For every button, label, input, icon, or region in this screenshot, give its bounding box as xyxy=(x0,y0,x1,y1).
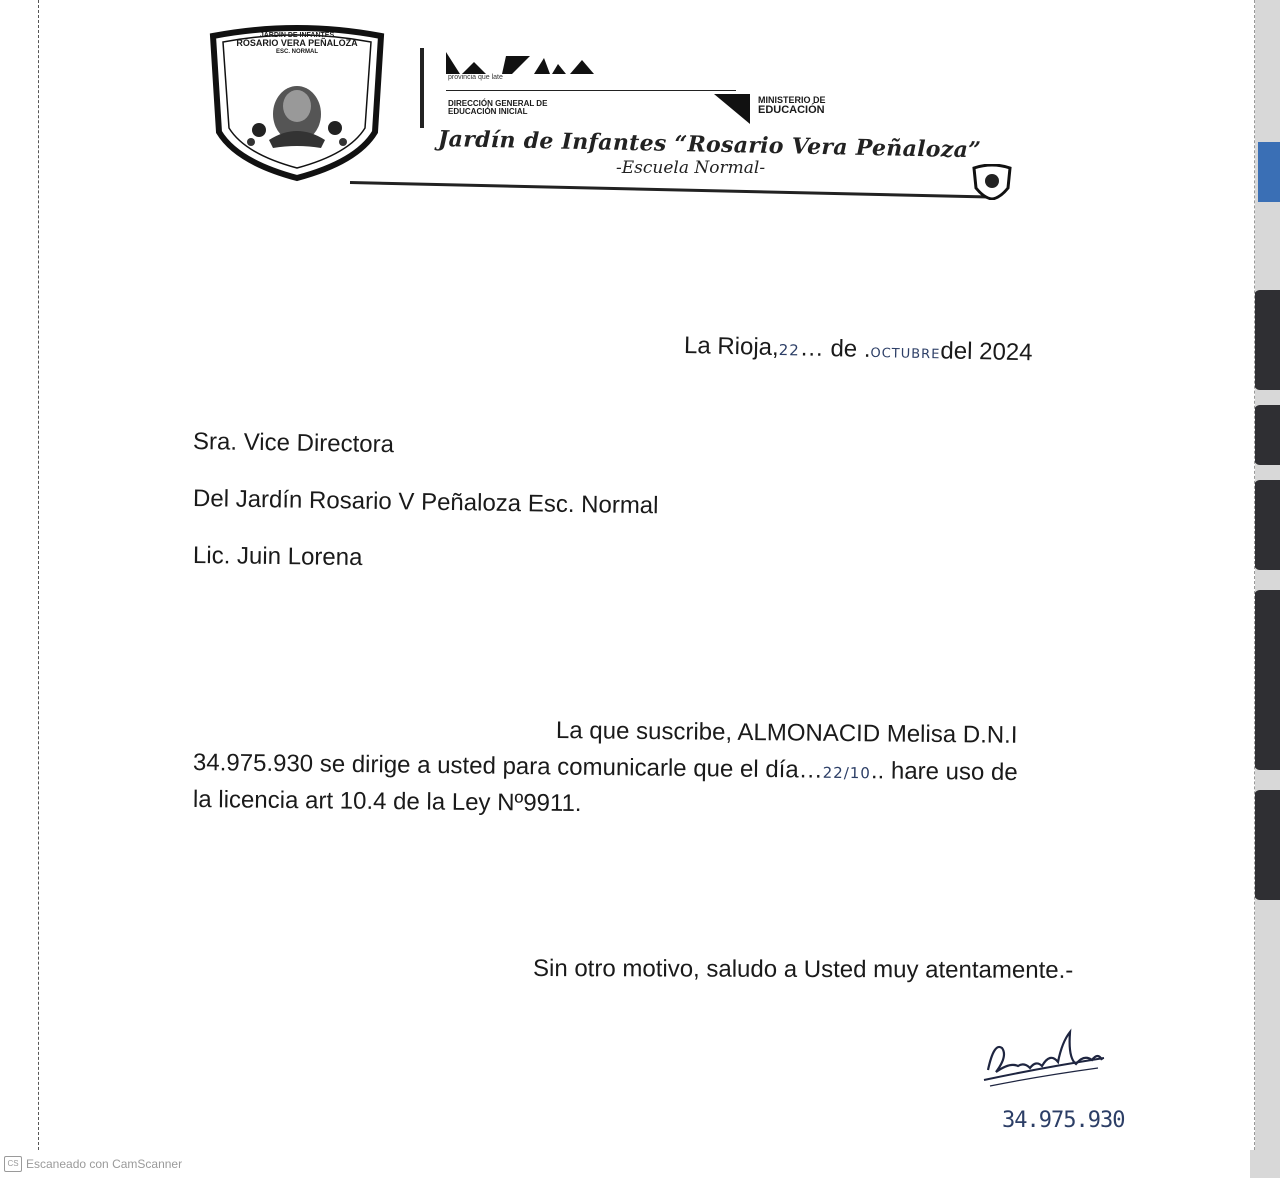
crest-text-line1: JARDÍN DE INFANTES xyxy=(259,32,335,39)
date-de: de xyxy=(830,335,858,363)
ministerio-label xyxy=(758,96,826,117)
camscanner-icon: CS xyxy=(4,1156,22,1172)
signature-dni-handwritten: 34.975.930 xyxy=(1002,1108,1125,1133)
addressee-line2: Del Jardín Rosario V Peñaloza Esc. Normal xyxy=(192,485,659,520)
crest-text-line2: ROSARIO VERA PEÑALOZA xyxy=(236,38,358,49)
ministerio-line1: MINISTERIO DE xyxy=(758,95,826,105)
date-city: La Rioja, xyxy=(683,332,780,361)
ministerio-mark-icon xyxy=(714,94,750,124)
signature-icon xyxy=(980,1022,1110,1092)
addressee-line1: Sra. Vice Directora xyxy=(192,428,395,459)
school-name: Jardín de Infantes “Rosario Vera Peñaloza” xyxy=(437,126,982,164)
watermark-text: Escaneado con CamScanner xyxy=(26,1157,183,1171)
school-badge-icon xyxy=(972,164,1012,200)
logo-tagline: provincia que late xyxy=(448,74,503,81)
background-fragment xyxy=(1254,290,1280,390)
date-year: del 2024 xyxy=(940,337,1033,367)
camscanner-watermark xyxy=(4,1156,182,1172)
date-dots: … xyxy=(799,334,831,363)
school-subtitle: -Escuela Normal- xyxy=(616,158,766,178)
background-fragment xyxy=(1254,480,1280,570)
background-fragment xyxy=(1254,405,1280,465)
closing-line: Sin otro motivo, saludo a Usted muy atentamente.- xyxy=(532,955,1074,984)
direccion-general: DIRECCIÓN GENERAL DE EDUCACIÓN INICIAL xyxy=(448,99,548,117)
header-rule xyxy=(446,90,736,91)
background-fragment xyxy=(1254,790,1280,900)
body-line2-start: 34.975.930 se dirige a usted para comunicarle que el día… xyxy=(192,749,823,784)
header-divider xyxy=(420,48,424,128)
body-line1: La que suscribe, ALMONACID Melisa D.N.I xyxy=(555,717,1018,749)
ministerio-line2: EDUCACIÓN xyxy=(758,104,825,117)
addressee-line3: Lic. Juin Lorena xyxy=(192,542,363,572)
body-date-handwritten: 22/10 xyxy=(822,763,872,783)
date-dot: . xyxy=(863,335,871,363)
body-line3: la licencia art 10.4 de la Ley Nº9911. xyxy=(192,786,582,818)
background-fragment xyxy=(1254,590,1280,770)
school-crest xyxy=(207,22,387,182)
date-month-handwritten: OCTUBRE xyxy=(870,345,941,363)
background-fragment xyxy=(1258,142,1280,202)
date-day-handwritten: 22 xyxy=(778,340,800,360)
crest-text-line3: ESC. NORMAL xyxy=(276,48,318,55)
body-line2-end: .. hare uso de xyxy=(870,757,1018,787)
la-rioja-logo-icon xyxy=(446,50,596,76)
